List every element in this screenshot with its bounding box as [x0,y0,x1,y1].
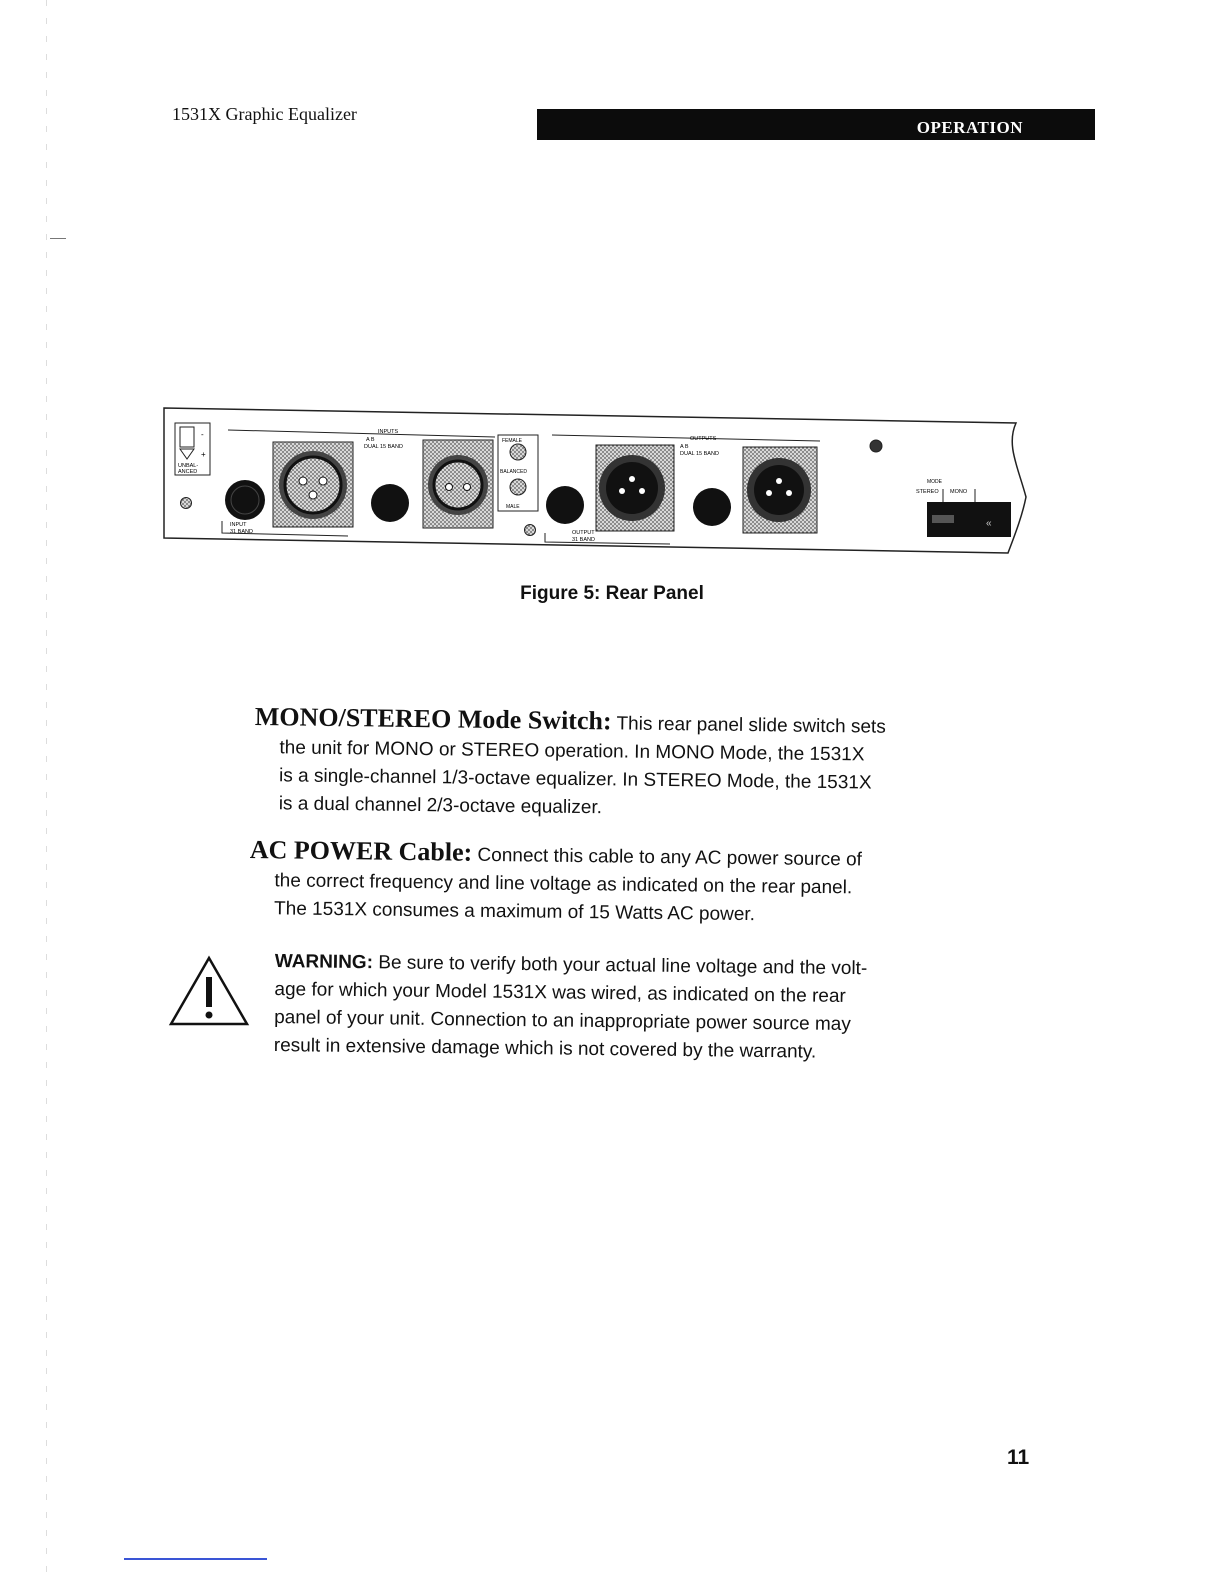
mono-stereo-first-line: This rear panel slide switch sets [616,713,886,738]
xlr-pinout-legend [498,435,538,511]
input-31-label: INPUT [230,522,247,528]
warning-section [274,948,965,1068]
xlr-output-a [596,445,674,531]
section-label: OPERATION [916,118,1023,137]
ac-power-line: The 1531X consumes a maximum of 15 Watts AC power. [273,898,756,926]
xlr-input-a [273,442,353,527]
xlr-output-b [743,447,817,533]
unbalanced-label-2: ANCED [178,469,198,475]
outputs-label: OUTPUTS [690,436,717,442]
warning-line: result in extensive damage which is not covered by the warranty. [273,1034,817,1063]
section-header-bar [537,109,1095,140]
female-label: FEMALE [502,438,523,444]
mode-label: MODE [927,479,942,485]
mono-stereo-section [254,703,975,827]
input-jack-2 [371,484,409,522]
output-31-band-label: 31 BAND [572,537,595,543]
inputs-label: INPUTS [378,429,399,435]
stereo-label: STEREO [916,489,939,495]
inputs-band-label: DUAL 15 BAND [364,444,403,450]
output-jack-2 [693,488,731,526]
figure-caption: Figure 5: Rear Panel [520,583,704,604]
inputs-ab-label: A B [366,437,375,443]
outputs-band-label: DUAL 15 BAND [680,451,719,457]
bottom-rule [124,1558,267,1560]
mono-stereo-line: is a dual channel 2/3-octave equalizer. [278,793,603,819]
page-number: 11 [1007,1446,1030,1469]
output-jack-1 [546,486,584,524]
male-label: MALE [506,504,520,510]
screw-right [870,440,882,452]
mono-stereo-heading: MONO/STEREO Mode Switch: [254,702,612,736]
screw-center [525,525,536,536]
ac-power-first-line: Connect this cable to any AC power source of [477,844,863,871]
xlr-input-b [423,440,493,528]
svg-text:-: - [201,430,204,439]
warning-line: panel of your unit. Connection to an inappropriate power source may [274,1006,851,1036]
warning-label: WARNING: [274,950,374,974]
warning-triangle-icon [168,955,250,1027]
output-31-label: OUTPUT [572,530,595,536]
warning-line: Be sure to verify both your actual line voltage and the volt- [378,952,868,980]
scan-tick-artifact [50,238,66,239]
svg-text:«: « [986,518,992,529]
rear-panel-figure [160,405,1030,565]
mono-stereo-line: is a single-channel 1/3-octave equalizer. In STEREO Mode, the 1531X [278,765,872,794]
scan-margin-artifact [46,0,47,1584]
mono-label: MONO [950,489,968,495]
input-31-band-label: 31 BAND [230,529,253,535]
outputs-ab-label: A B [680,444,689,450]
screw-left [181,498,192,509]
mono-stereo-line: the unit for MONO or STEREO operation. In MONO Mode, the 1531X [279,737,865,766]
svg-text:+: + [201,450,206,459]
ac-power-line: the correct frequency and line voltage as indicated on the rear panel. [274,870,853,899]
unbalanced-label: UNBAL- [178,463,199,469]
mono-stereo-switch [916,479,1011,537]
ac-power-section [249,836,970,932]
document-title: 1531X Graphic Equalizer [172,104,357,124]
ac-power-heading: AC POWER Cable: [249,835,473,867]
balanced-label: BALANCED [500,469,527,475]
unbalanced-jack-symbol [175,423,210,475]
warning-line: age for which your Model 1531X was wired, as indicated on the rear [274,978,846,1007]
